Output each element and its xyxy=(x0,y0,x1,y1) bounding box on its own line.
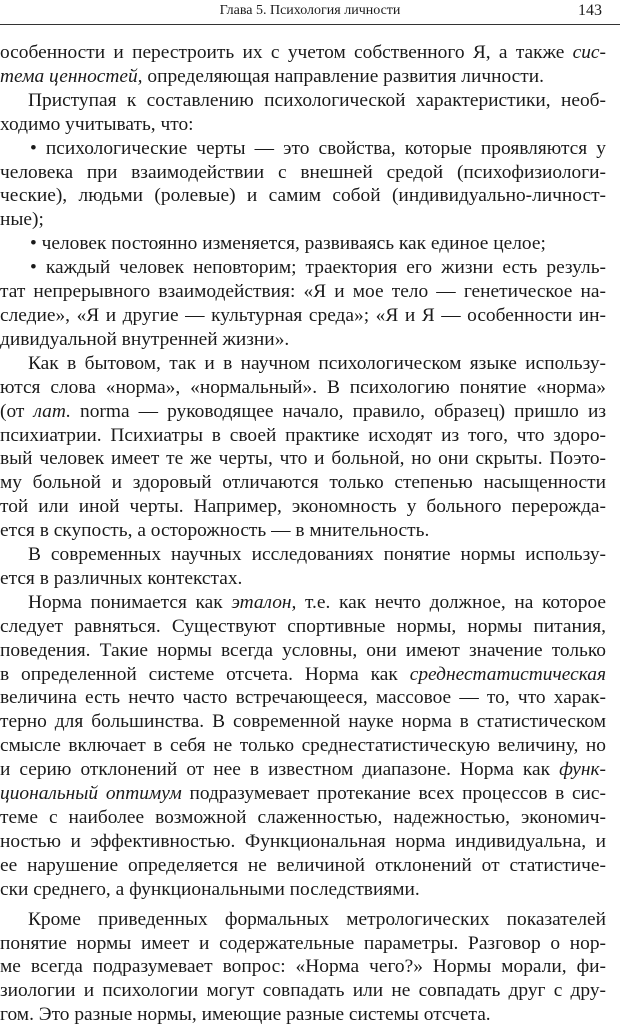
text-line xyxy=(0,424,606,448)
italic-text-span: лат. xyxy=(33,400,71,422)
text-line xyxy=(0,41,606,65)
text-span: ходимо учитывать, что: xyxy=(0,113,194,135)
text-span: ее нарушение определяется не величиной отклонений от статистиче- xyxy=(0,854,606,876)
text-line xyxy=(0,519,606,543)
text-line xyxy=(0,932,606,956)
text-span: величина есть нечто часто встречающееся, массовое — то, что харак- xyxy=(0,687,606,709)
body-text xyxy=(0,41,606,1027)
text-line xyxy=(0,304,606,328)
text-line xyxy=(0,591,606,615)
text-span: • психологические черты — это свойства, которые проявляются у xyxy=(30,137,606,159)
text-span: следие», «Я и другие — культурная среда»; «Я и Я — особенности ин- xyxy=(0,304,606,326)
chapter-title: Глава 5. Психология личности xyxy=(219,3,401,18)
text-span: дивидуальной внутренней жизни». xyxy=(0,328,290,350)
text-line xyxy=(0,854,606,878)
text-span: следует равняться. Существуют спортивные нормы, нормы питания, xyxy=(0,615,606,637)
text-span: ется в различных контекстах. xyxy=(0,567,243,589)
italic-text-span: эталон, xyxy=(231,591,297,613)
text-span: в определенной системе отсчета. Норма как xyxy=(0,663,410,685)
text-line xyxy=(0,782,606,806)
text-span: ются слова «норма», «нормальный». В психологию понятие «норма» xyxy=(0,376,606,398)
text-line xyxy=(0,376,606,400)
text-line xyxy=(0,137,606,161)
italic-text-span: сис- xyxy=(572,42,606,63)
text-span: Приступая к составлению психологической характеристики, необ- xyxy=(28,89,606,111)
text-line xyxy=(0,955,606,979)
text-span: Норма понимается как xyxy=(28,591,232,613)
text-line xyxy=(0,806,606,830)
text-span: ческие), людьми (ролевые) и самим собой (индивидуально-личност- xyxy=(0,185,606,207)
text-span: вый человек имеет те же черты, что и больной, но они скрыты. Поэто- xyxy=(0,448,606,470)
italic-text-span: функ- xyxy=(559,759,606,781)
italic-text-span: среднестатистическая xyxy=(409,663,606,685)
text-line xyxy=(0,352,606,376)
text-line xyxy=(0,280,606,304)
text-span: Кроме приведенных формальных метрологических показателей xyxy=(28,908,606,930)
text-line xyxy=(0,878,606,902)
text-line xyxy=(0,615,606,639)
text-line xyxy=(0,710,606,734)
text-span: ные); xyxy=(0,209,44,231)
text-span: гом. Это разные нормы, имеющие разные системы отсчета. xyxy=(0,1004,491,1026)
text-line xyxy=(0,567,606,591)
text-span: му больной и здоровый отличаются только степенью насыщенности xyxy=(0,472,606,494)
text-line xyxy=(0,686,606,710)
text-span: определяющая направление развития личности. xyxy=(142,65,544,87)
text-span: ски среднего, а функциональными последствиями. xyxy=(0,878,420,900)
text-span: подразумевает протекание всех процессов в сис- xyxy=(181,783,606,805)
text-line xyxy=(0,232,606,256)
text-line xyxy=(0,447,606,471)
running-header xyxy=(0,0,620,25)
text-span: той или иной черты. Например, экономность у больного перерожда- xyxy=(0,496,606,518)
text-line xyxy=(0,830,606,854)
text-line xyxy=(0,256,606,280)
text-span: (от xyxy=(0,400,34,422)
text-line xyxy=(0,734,606,758)
italic-text-span: циональный оптимум xyxy=(0,783,182,805)
text-span: ме всегда подразумевает вопрос: «Норма чего?» Нормы морали, фи- xyxy=(0,956,606,978)
text-span: поведения. Такие нормы всегда условны, они имеют значение только xyxy=(0,639,606,661)
text-span: и серию отклонений от нее в известном диапазоне. Норма как xyxy=(0,759,560,781)
text-span: Как в бытовом, так и в научном психологическом языке использу- xyxy=(28,352,606,374)
text-span: • каждый человек неповторим; траектория его жизни есть резуль- xyxy=(30,257,606,279)
text-line xyxy=(0,908,606,932)
text-line xyxy=(0,161,606,185)
text-line xyxy=(0,979,606,1003)
text-span: т.е. как нечто должное, на которое xyxy=(296,591,606,613)
italic-text-span: тема ценностей, xyxy=(0,65,143,87)
text-line xyxy=(0,639,606,663)
text-span: психиатрии. Психиатры в своей практике исходят из того, что здоро- xyxy=(0,424,606,446)
text-span: терно для большинства. В современной науке норма в статистическом xyxy=(0,711,606,733)
text-span: norma — руководящее начало, правило, образец) пришло из xyxy=(70,400,606,422)
text-span: зиологии и психологии могут совпадать или не совпадать друг с дру- xyxy=(0,980,606,1002)
text-line xyxy=(0,543,606,567)
text-line xyxy=(0,758,606,782)
text-span: человека при взаимодействии с внешней средой (психофизиологи- xyxy=(0,161,606,183)
text-line xyxy=(0,184,606,208)
text-line xyxy=(0,1003,606,1027)
text-line xyxy=(0,113,606,137)
text-line xyxy=(0,400,606,424)
text-line xyxy=(0,663,606,687)
text-span: • человек постоянно изменяется, развиваясь как единое целое; xyxy=(30,233,546,255)
text-line xyxy=(0,65,606,89)
text-line xyxy=(0,208,606,232)
text-line xyxy=(0,495,606,519)
text-span: смысле включает в себя не только среднестатистическую величину, но xyxy=(0,735,606,757)
text-span: теме с наиболее возможной слаженностью, надежностью, экономич- xyxy=(0,807,606,828)
text-span: особенности и перестроить их с учетом собственного Я, а также xyxy=(0,42,573,63)
text-line xyxy=(0,89,606,113)
text-span: В современных научных исследованиях понятие нормы использу- xyxy=(28,544,606,566)
text-span: ется в скупость, а осторожность — в мнительность. xyxy=(0,520,430,542)
page-number: 143 xyxy=(578,2,602,19)
text-line xyxy=(0,471,606,495)
text-span: тат непрерывного взаимодействия: «Я и мое тело — генетическое на- xyxy=(0,281,606,303)
text-span: ностью и эффективностью. Функциональная норма индивидуальна, и xyxy=(0,830,606,852)
text-line xyxy=(0,328,606,352)
text-span: понятие нормы имеет и содержательные параметры. Разговор о нор- xyxy=(0,932,606,954)
